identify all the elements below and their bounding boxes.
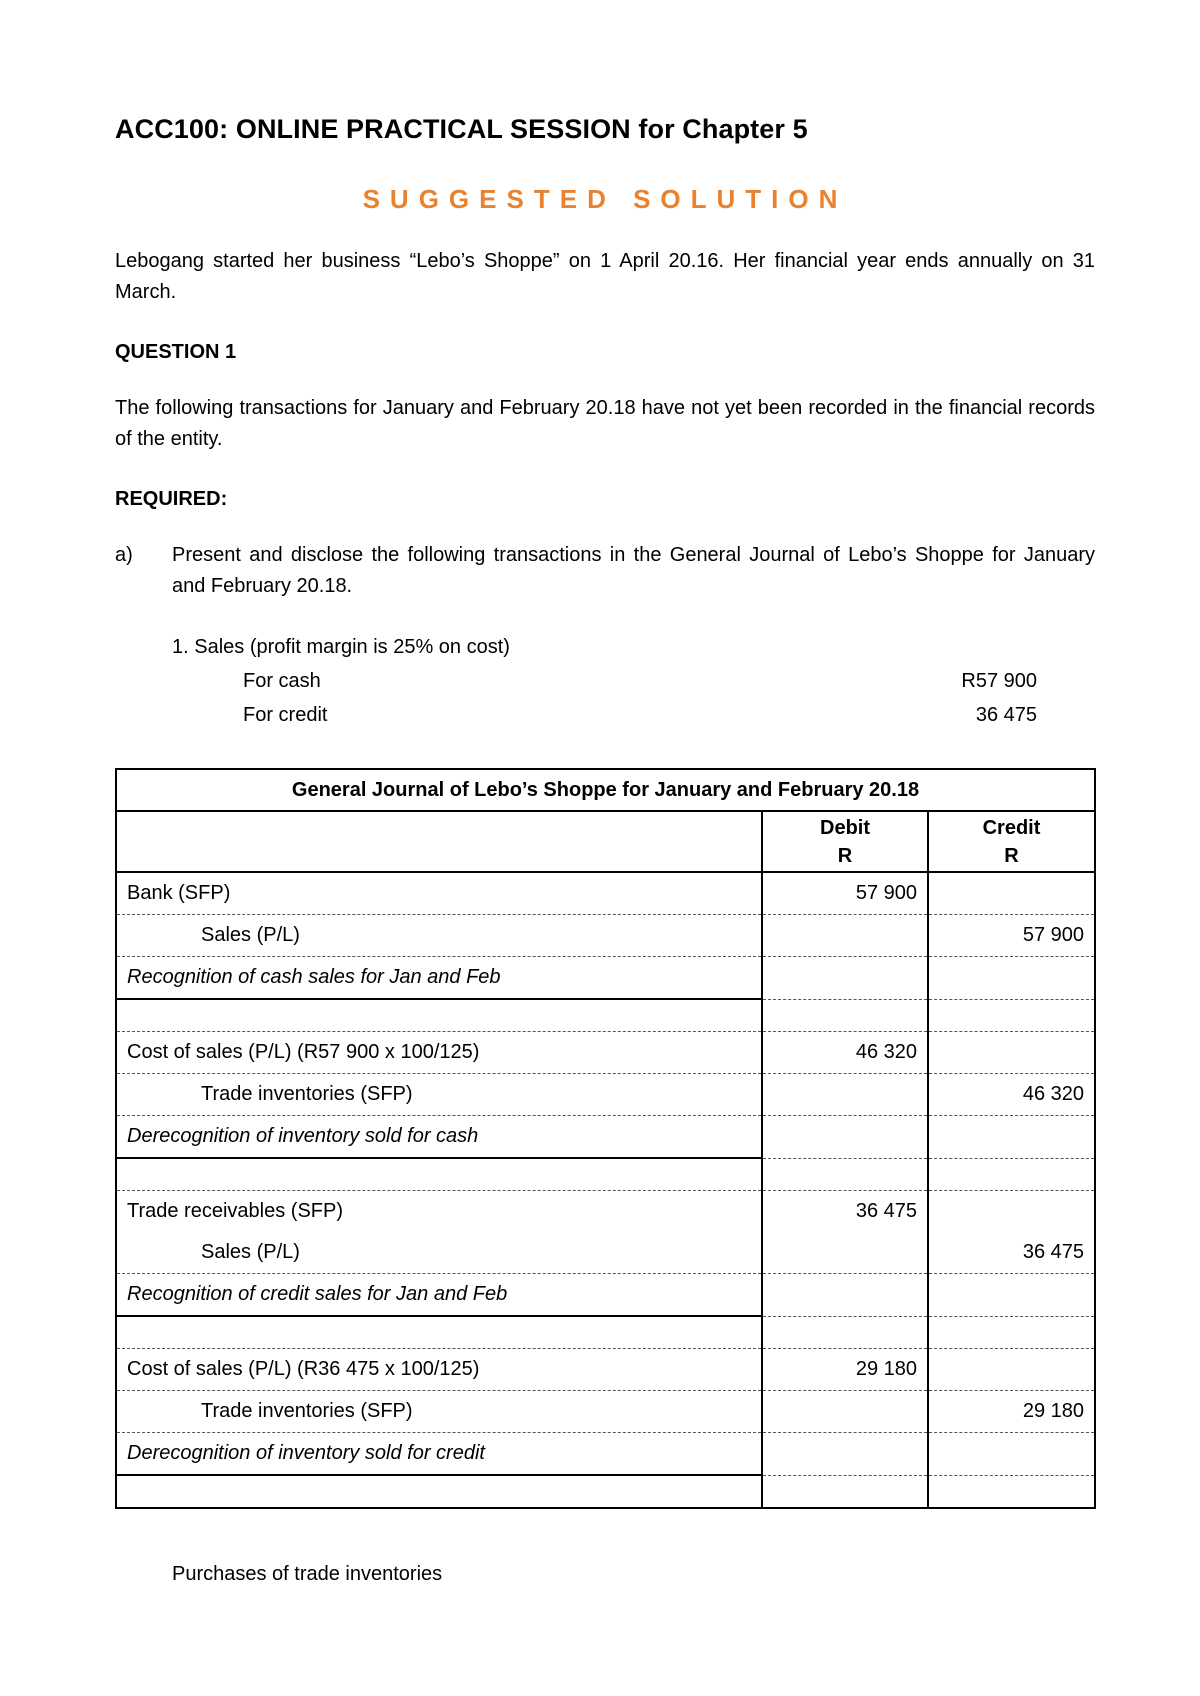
journal-narration: Derecognition of inventory sold for credit: [116, 1433, 762, 1476]
journal-debit: [762, 1232, 928, 1274]
journal-narration-row: [116, 1433, 1095, 1476]
journal-credit: [928, 872, 1095, 915]
journal-column-header-row: [116, 811, 1095, 872]
journal-debit: 29 180: [762, 1349, 928, 1391]
journal-title: General Journal of Lebo’s Shoppe for January and February 20.18: [116, 769, 1095, 811]
journal-debit: [762, 915, 928, 957]
journal-credit: [928, 1274, 1095, 1317]
debit-currency: R: [837, 844, 853, 867]
journal-narration: Recognition of credit sales for Jan and Feb: [116, 1274, 762, 1317]
journal-debit: 57 900: [762, 872, 928, 915]
journal-debit: 36 475: [762, 1191, 928, 1233]
journal-credit: [928, 1349, 1095, 1391]
journal-credit: 36 475: [928, 1232, 1095, 1274]
for-credit-label: For credit: [243, 704, 328, 726]
debit-header: [762, 811, 928, 872]
journal-credit: [928, 1032, 1095, 1074]
journal-row: [116, 1074, 1095, 1116]
journal-desc: Cost of sales (P/L) (R36 475 x 100/125): [116, 1349, 762, 1391]
journal-row: [116, 915, 1095, 957]
credit-header-label: Credit: [982, 816, 1041, 839]
journal-desc: Sales (P/L): [116, 915, 762, 957]
journal-desc: Trade inventories (SFP): [116, 1391, 762, 1433]
journal-narration: Recognition of cash sales for Jan and Feb: [116, 957, 762, 1000]
journal-debit: [762, 1116, 928, 1159]
journal-narration-row: [116, 957, 1095, 1000]
next-section-heading: Purchases of trade inventories: [172, 1563, 443, 1585]
journal-desc: Sales (P/L): [116, 1232, 762, 1274]
journal-row: [116, 1032, 1095, 1074]
for-cash-amount: R57 900: [961, 670, 1037, 692]
journal-narration: Derecognition of inventory sold for cash: [116, 1116, 762, 1159]
credit-currency: R: [1004, 844, 1019, 867]
journal-row: [116, 1349, 1095, 1391]
journal-debit: 46 320: [762, 1032, 928, 1074]
journal-spacer-row: [116, 999, 1095, 1032]
journal-credit: [928, 957, 1095, 1000]
journal-title-row: [116, 769, 1095, 811]
journal-credit: 46 320: [928, 1074, 1095, 1116]
journal-spacer-row: [116, 1316, 1095, 1349]
intro-paragraph: Lebogang started her business “Lebo’s Shoppe” on 1 April 20.16. Her financial year ends annually on 31 March.: [115, 250, 1095, 303]
journal-credit: [928, 1116, 1095, 1159]
journal-credit: 57 900: [928, 915, 1095, 957]
journal-desc: Bank (SFP): [116, 872, 762, 915]
journal-desc: Trade receivables (SFP): [116, 1191, 762, 1233]
required-heading: REQUIRED:: [115, 488, 228, 510]
journal-desc: Cost of sales (P/L) (R57 900 x 100/125): [116, 1032, 762, 1074]
journal-row: [116, 872, 1095, 915]
journal-credit: 29 180: [928, 1391, 1095, 1433]
journal-row: [116, 1391, 1095, 1433]
journal-debit: [762, 1391, 928, 1433]
journal-debit: [762, 957, 928, 1000]
journal-debit: [762, 1274, 928, 1317]
item-a-text: Present and disclose the following transactions in the General Journal of Lebo’s Shoppe for January and February 20.18.: [172, 544, 1095, 597]
journal-narration-row: [116, 1274, 1095, 1317]
for-credit-amount: 36 475: [975, 704, 1037, 726]
question-heading: QUESTION 1: [115, 341, 237, 363]
debit-header-label: Debit: [820, 816, 870, 839]
for-cash-label: For cash: [243, 670, 321, 692]
credit-header: [928, 811, 1095, 872]
journal-spacer-row: [116, 1475, 1095, 1508]
page-subtitle: SUGGESTED SOLUTION: [362, 184, 848, 214]
general-journal-table: [115, 768, 1096, 1509]
question-text: The following transactions for January and February 20.18 have not yet been recorded in the financial records of the entity.: [115, 397, 1095, 450]
journal-desc: Trade inventories (SFP): [116, 1074, 762, 1116]
item-a-label: a): [115, 544, 133, 566]
journal-credit: [928, 1433, 1095, 1476]
journal-narration-row: [116, 1116, 1095, 1159]
journal-row: [116, 1232, 1095, 1274]
journal-debit: [762, 1433, 928, 1476]
journal-spacer-row: [116, 1158, 1095, 1191]
journal-credit: [928, 1191, 1095, 1233]
journal-debit: [762, 1074, 928, 1116]
page-title: ACC100: ONLINE PRACTICAL SESSION for Chapter 5: [115, 114, 808, 144]
transaction-heading: 1. Sales (profit margin is 25% on cost): [172, 636, 510, 658]
description-header: [116, 811, 762, 872]
journal-row: [116, 1191, 1095, 1233]
